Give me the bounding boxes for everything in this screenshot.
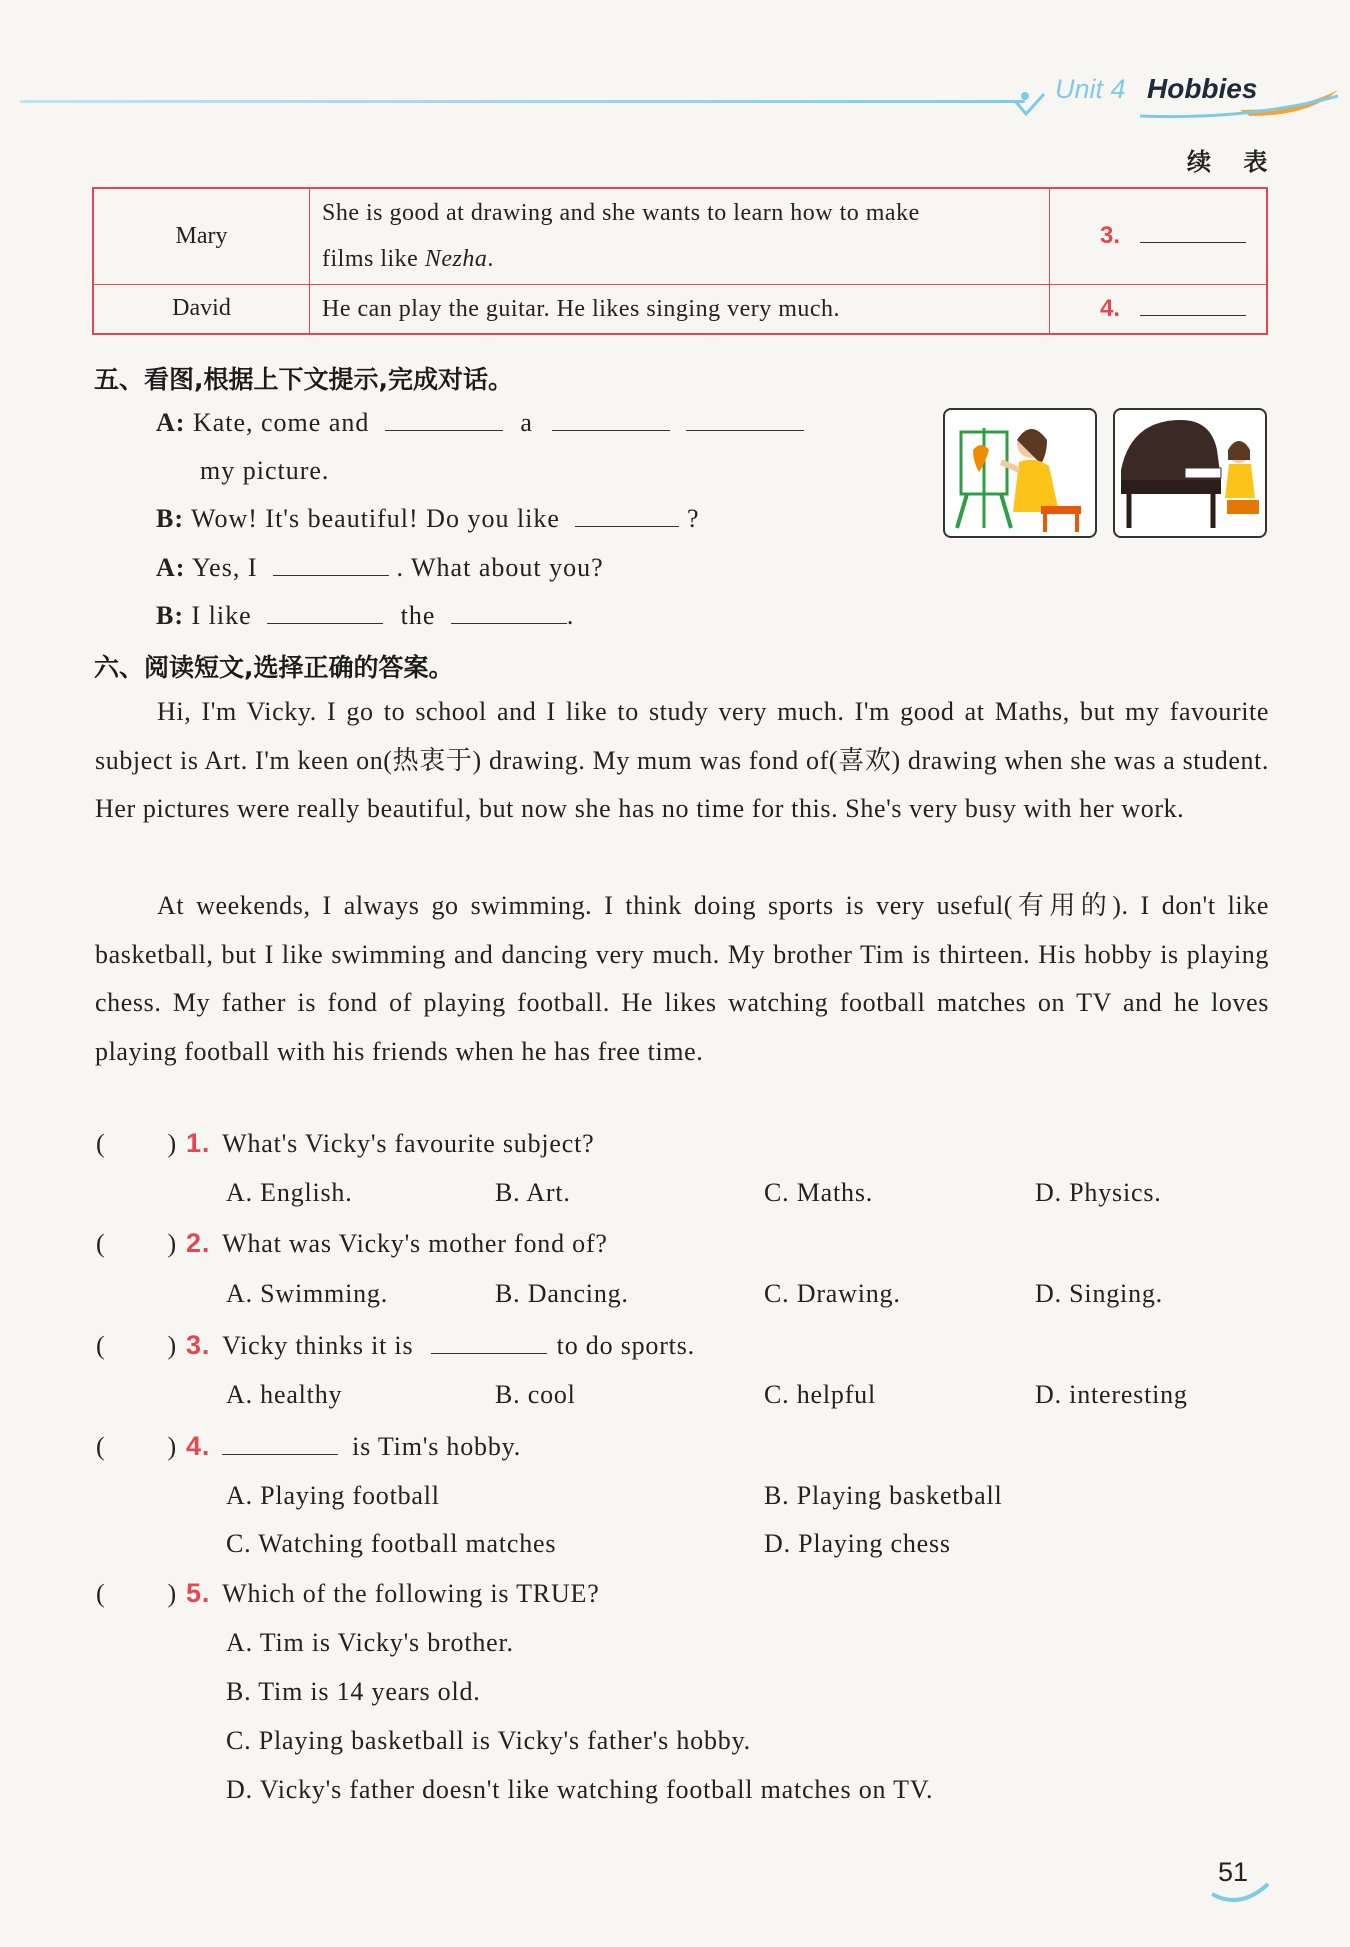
question-text: Which of the following is TRUE? [222,1579,600,1608]
continued-label: 续 表 [1187,148,1280,176]
option[interactable]: B. Dancing. [495,1279,629,1308]
question-number: 3. [186,1330,211,1360]
option[interactable]: A. Swimming. [226,1279,389,1308]
answer-blank[interactable] [1140,314,1246,316]
option[interactable]: A. Playing football [226,1481,440,1510]
table-name-cell: Mary [93,188,310,284]
table-desc-cell: He can play the guitar. He likes singing very much. [310,284,1050,334]
question-text: Vicky thinks it is [222,1331,414,1360]
blank[interactable] [267,622,383,624]
answer-number: 4. [1100,294,1121,322]
question-5 [96,1578,600,1609]
answer-number: 3. [1100,222,1121,250]
question-4 [96,1431,521,1462]
paren-close: ) [167,1579,177,1608]
paren-open: ( [96,1331,106,1360]
header-title: Hobbies [1147,73,1258,104]
question-number: 1. [186,1128,211,1158]
blank[interactable] [552,429,670,431]
option[interactable]: B. Playing basketball [764,1481,1003,1510]
speaker: A: [156,408,186,437]
table-row [93,188,1267,284]
table-desc-cell [310,188,1050,284]
question-1 [96,1128,594,1159]
answer-paren[interactable] [96,1229,186,1259]
blank[interactable] [451,622,567,624]
answer-paren[interactable] [96,1129,186,1159]
question-number: 5. [186,1578,211,1608]
paren-close: ) [167,1129,177,1158]
desc-punct: . [487,246,494,273]
option[interactable]: A. healthy [226,1380,343,1409]
question-2 [96,1228,608,1259]
question-text: to do sports. [556,1331,695,1360]
paren-open: ( [96,1432,106,1461]
speaker: B: [156,601,184,630]
blank[interactable] [385,429,503,431]
paren-open: ( [96,1229,106,1258]
dialogue-line: my picture. [200,456,330,485]
answer-paren[interactable] [96,1579,186,1609]
header-rule [20,100,1025,103]
answer-cell [1050,188,1268,284]
blank[interactable] [575,525,679,527]
paren-close: ) [167,1331,177,1360]
paren-close: ) [167,1229,177,1258]
dialogue-text: I like [191,601,252,630]
speaker: A: [156,553,186,582]
header-check-icon [1012,88,1048,118]
option[interactable]: B. Art. [495,1178,571,1207]
page-number: 51 [1218,1857,1249,1887]
speaker: B: [156,504,184,533]
dialogue-text: the [400,601,436,630]
desc-italic: Nezha [424,246,488,273]
option[interactable]: C. Maths. [764,1178,874,1207]
option[interactable]: B. cool [495,1380,576,1409]
dialogue-text: . What about you? [396,553,604,582]
paren-close: ) [167,1432,177,1461]
hobby-table [92,187,1268,335]
blank[interactable] [273,574,389,576]
reading-paragraph: At weekends, I always go swimming. I think doing sports is very useful(有用的). I don't like basketball, but I like swimming and dancing very much. My brother Tim is thirteen. His hobby is playing chess. My father is fond of playing football. He likes watching football matches on TV and he loves playing football with his friends when he has free time. [95,891,1269,1066]
option[interactable]: D. Playing chess [764,1529,951,1558]
table-name-cell: David [93,284,310,334]
dialogue-line [156,601,574,631]
answer-blank[interactable] [1140,241,1246,243]
blank[interactable] [431,1352,547,1354]
dialogue-text: Kate, come and [192,408,370,437]
girl-piano-image [1113,408,1267,538]
girl-drawing-image [943,408,1097,538]
option[interactable]: D. Physics. [1035,1178,1162,1207]
reading-paragraph: Hi, I'm Vicky. I go to school and I like to study very much. I'm good at Maths, but my favourite subject is Art. I'm keen on(热衷于) drawing. My mum was fond of(喜欢) drawing when she was a student. Her pictures were really beautiful, but now she has no time for this. She's very busy with her work. [95,697,1269,824]
answer-paren[interactable] [96,1432,186,1462]
dialogue-line [156,408,804,438]
paren-open: ( [96,1129,106,1158]
option[interactable]: B. Tim is 14 years old. [226,1677,481,1706]
question-3 [96,1330,695,1361]
blank[interactable] [686,429,804,431]
question-number: 2. [186,1228,211,1258]
dialogue-text: a [520,408,533,437]
dialogue-text: . [566,601,575,630]
option[interactable]: C. helpful [764,1380,876,1409]
dialogue-text: Yes, I [191,553,258,582]
option[interactable]: A. English. [226,1178,353,1207]
blank[interactable] [222,1453,338,1455]
option[interactable]: D. Vicky's father doesn't like watching football matches on TV. [226,1775,934,1804]
answer-paren[interactable] [96,1331,186,1361]
option[interactable]: C. Drawing. [764,1279,901,1308]
question-number: 4. [186,1431,211,1461]
desc-line: films like [322,246,425,273]
option[interactable]: D. interesting [1035,1380,1188,1409]
header-swoosh-icon [1140,86,1340,120]
question-text: is Tim's hobby. [352,1432,522,1461]
question-text: What was Vicky's mother fond of? [222,1229,608,1258]
dialogue-text: ? [686,504,700,533]
dialogue-line [156,504,700,534]
desc-line: She is good at drawing and she wants to learn how to make [322,200,920,227]
dialogue-text: Wow! It's beautiful! Do you like [191,504,560,533]
section5-heading: 五、看图,根据上下文提示,完成对话。 [94,365,513,394]
question-text: What's Vicky's favourite subject? [222,1129,595,1158]
header-unit: Unit 4 [1055,74,1126,104]
paren-open: ( [96,1579,106,1608]
option[interactable]: C. Watching football matches [226,1529,557,1558]
answer-cell [1050,284,1268,334]
option[interactable]: C. Playing basketball is Vicky's father's hobby. [226,1726,751,1755]
table-row [93,284,1267,334]
page-number-swoosh-icon [1210,1880,1270,1908]
section6-heading: 六、阅读短文,选择正确的答案。 [94,653,454,682]
option[interactable]: A. Tim is Vicky's brother. [226,1628,514,1657]
option[interactable]: D. Singing. [1035,1279,1163,1308]
dialogue-line [156,553,604,583]
